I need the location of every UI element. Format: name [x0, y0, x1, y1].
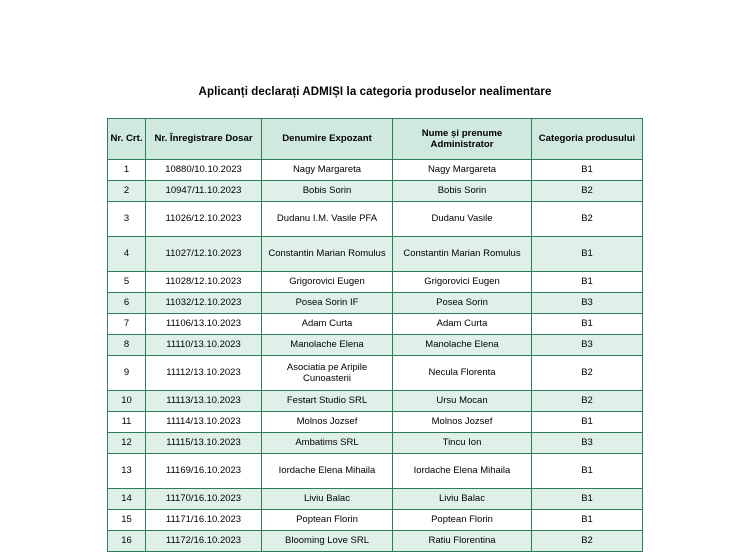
cell-nr-crt: 13 [108, 454, 146, 489]
cell-administrator: Necula Florenta [393, 356, 532, 391]
table-row [108, 510, 643, 531]
table-row [108, 293, 643, 314]
cell-administrator: Grigorovici Eugen [393, 272, 532, 293]
cell-categoria: B1 [532, 314, 643, 335]
cell-categoria: B3 [532, 335, 643, 356]
column-header-nr-crt: Nr. Crt. [108, 119, 146, 160]
cell-denumire-expozant: Bobis Sorin [262, 181, 393, 202]
cell-denumire-expozant: Blooming Love SRL [262, 531, 393, 552]
cell-administrator: Constantin Marian Romulus [393, 237, 532, 272]
cell-denumire-expozant: Liviu Balac [262, 489, 393, 510]
cell-nr-crt: 11 [108, 412, 146, 433]
table-header-row [108, 119, 643, 160]
column-header-categoria: Categoria produsului [532, 119, 643, 160]
cell-categoria: B1 [532, 454, 643, 489]
cell-denumire-expozant: Molnos Jozsef [262, 412, 393, 433]
cell-nr-crt: 8 [108, 335, 146, 356]
cell-categoria: B1 [532, 412, 643, 433]
cell-administrator: Ratiu Florentina [393, 531, 532, 552]
cell-nr-crt: 16 [108, 531, 146, 552]
cell-nr-crt: 4 [108, 237, 146, 272]
cell-categoria: B1 [532, 489, 643, 510]
cell-denumire-expozant: Posea Sorin IF [262, 293, 393, 314]
cell-nr-inregistrare: 11032/12.10.2023 [146, 293, 262, 314]
cell-categoria: B1 [532, 160, 643, 181]
table-row [108, 181, 643, 202]
cell-categoria: B3 [532, 433, 643, 454]
cell-nr-inregistrare: 11114/13.10.2023 [146, 412, 262, 433]
cell-denumire-expozant: Asociatia pe Aripile Cunoasterii [262, 356, 393, 391]
cell-nr-inregistrare: 11113/13.10.2023 [146, 391, 262, 412]
cell-administrator: Manolache Elena [393, 335, 532, 356]
cell-administrator: Iordache Elena Mihaila [393, 454, 532, 489]
cell-nr-crt: 14 [108, 489, 146, 510]
column-header-administrator: Nume și prenume Administrator [393, 119, 532, 160]
cell-administrator: Dudanu Vasile [393, 202, 532, 237]
cell-denumire-expozant: Iordache Elena Mihaila [262, 454, 393, 489]
cell-nr-crt: 3 [108, 202, 146, 237]
cell-categoria: B1 [532, 510, 643, 531]
cell-administrator: Poptean Florin [393, 510, 532, 531]
cell-administrator: Posea Sorin [393, 293, 532, 314]
cell-categoria: B2 [532, 391, 643, 412]
cell-nr-crt: 12 [108, 433, 146, 454]
cell-denumire-expozant: Festart Studio SRL [262, 391, 393, 412]
table-row [108, 412, 643, 433]
cell-categoria: B2 [532, 202, 643, 237]
table-row [108, 237, 643, 272]
cell-nr-inregistrare: 10947/11.10.2023 [146, 181, 262, 202]
cell-nr-crt: 5 [108, 272, 146, 293]
cell-nr-crt: 1 [108, 160, 146, 181]
table-row [108, 356, 643, 391]
column-header-denumire-expozant: Denumire Expozant [262, 119, 393, 160]
table-row [108, 454, 643, 489]
cell-nr-inregistrare: 11169/16.10.2023 [146, 454, 262, 489]
cell-denumire-expozant: Manolache Elena [262, 335, 393, 356]
table-row [108, 160, 643, 181]
page-title: Aplicanți declarați ADMIȘI la categoria produselor nealimentare [198, 86, 552, 98]
table-row [108, 335, 643, 356]
cell-nr-crt: 7 [108, 314, 146, 335]
cell-administrator: Ursu Mocan [393, 391, 532, 412]
cell-nr-crt: 15 [108, 510, 146, 531]
table-row [108, 433, 643, 454]
cell-administrator: Tincu Ion [393, 433, 532, 454]
cell-administrator: Nagy Margareta [393, 160, 532, 181]
cell-categoria: B2 [532, 531, 643, 552]
cell-denumire-expozant: Ambatims SRL [262, 433, 393, 454]
table-body [108, 160, 643, 552]
cell-nr-inregistrare: 11172/16.10.2023 [146, 531, 262, 552]
cell-nr-crt: 10 [108, 391, 146, 412]
cell-administrator: Liviu Balac [393, 489, 532, 510]
cell-administrator: Adam Curta [393, 314, 532, 335]
cell-nr-crt: 6 [108, 293, 146, 314]
table-row [108, 391, 643, 412]
cell-nr-crt: 2 [108, 181, 146, 202]
cell-administrator: Molnos Jozsef [393, 412, 532, 433]
table-row [108, 202, 643, 237]
cell-nr-inregistrare: 11170/16.10.2023 [146, 489, 262, 510]
cell-nr-inregistrare: 10880/10.10.2023 [146, 160, 262, 181]
cell-nr-inregistrare: 11026/12.10.2023 [146, 202, 262, 237]
cell-denumire-expozant: Adam Curta [262, 314, 393, 335]
cell-categoria: B1 [532, 237, 643, 272]
cell-nr-inregistrare: 11112/13.10.2023 [146, 356, 262, 391]
cell-denumire-expozant: Constantin Marian Romulus [262, 237, 393, 272]
table-header [108, 119, 643, 160]
table-row [108, 531, 643, 552]
cell-categoria: B3 [532, 293, 643, 314]
cell-denumire-expozant: Grigorovici Eugen [262, 272, 393, 293]
cell-categoria: B2 [532, 356, 643, 391]
cell-categoria: B2 [532, 181, 643, 202]
applicants-table [107, 118, 643, 552]
column-header-nr-inregistrare: Nr. Înregistrare Dosar [146, 119, 262, 160]
cell-administrator: Bobis Sorin [393, 181, 532, 202]
cell-nr-inregistrare: 11027/12.10.2023 [146, 237, 262, 272]
table-row [108, 272, 643, 293]
cell-categoria: B1 [532, 272, 643, 293]
table-row [108, 314, 643, 335]
table-row [108, 489, 643, 510]
cell-nr-inregistrare: 11106/13.10.2023 [146, 314, 262, 335]
cell-denumire-expozant: Poptean Florin [262, 510, 393, 531]
cell-nr-crt: 9 [108, 356, 146, 391]
cell-nr-inregistrare: 11171/16.10.2023 [146, 510, 262, 531]
cell-denumire-expozant: Nagy Margareta [262, 160, 393, 181]
cell-nr-inregistrare: 11028/12.10.2023 [146, 272, 262, 293]
cell-nr-inregistrare: 11115/13.10.2023 [146, 433, 262, 454]
cell-denumire-expozant: Dudanu I.M. Vasile PFA [262, 202, 393, 237]
cell-nr-inregistrare: 11110/13.10.2023 [146, 335, 262, 356]
